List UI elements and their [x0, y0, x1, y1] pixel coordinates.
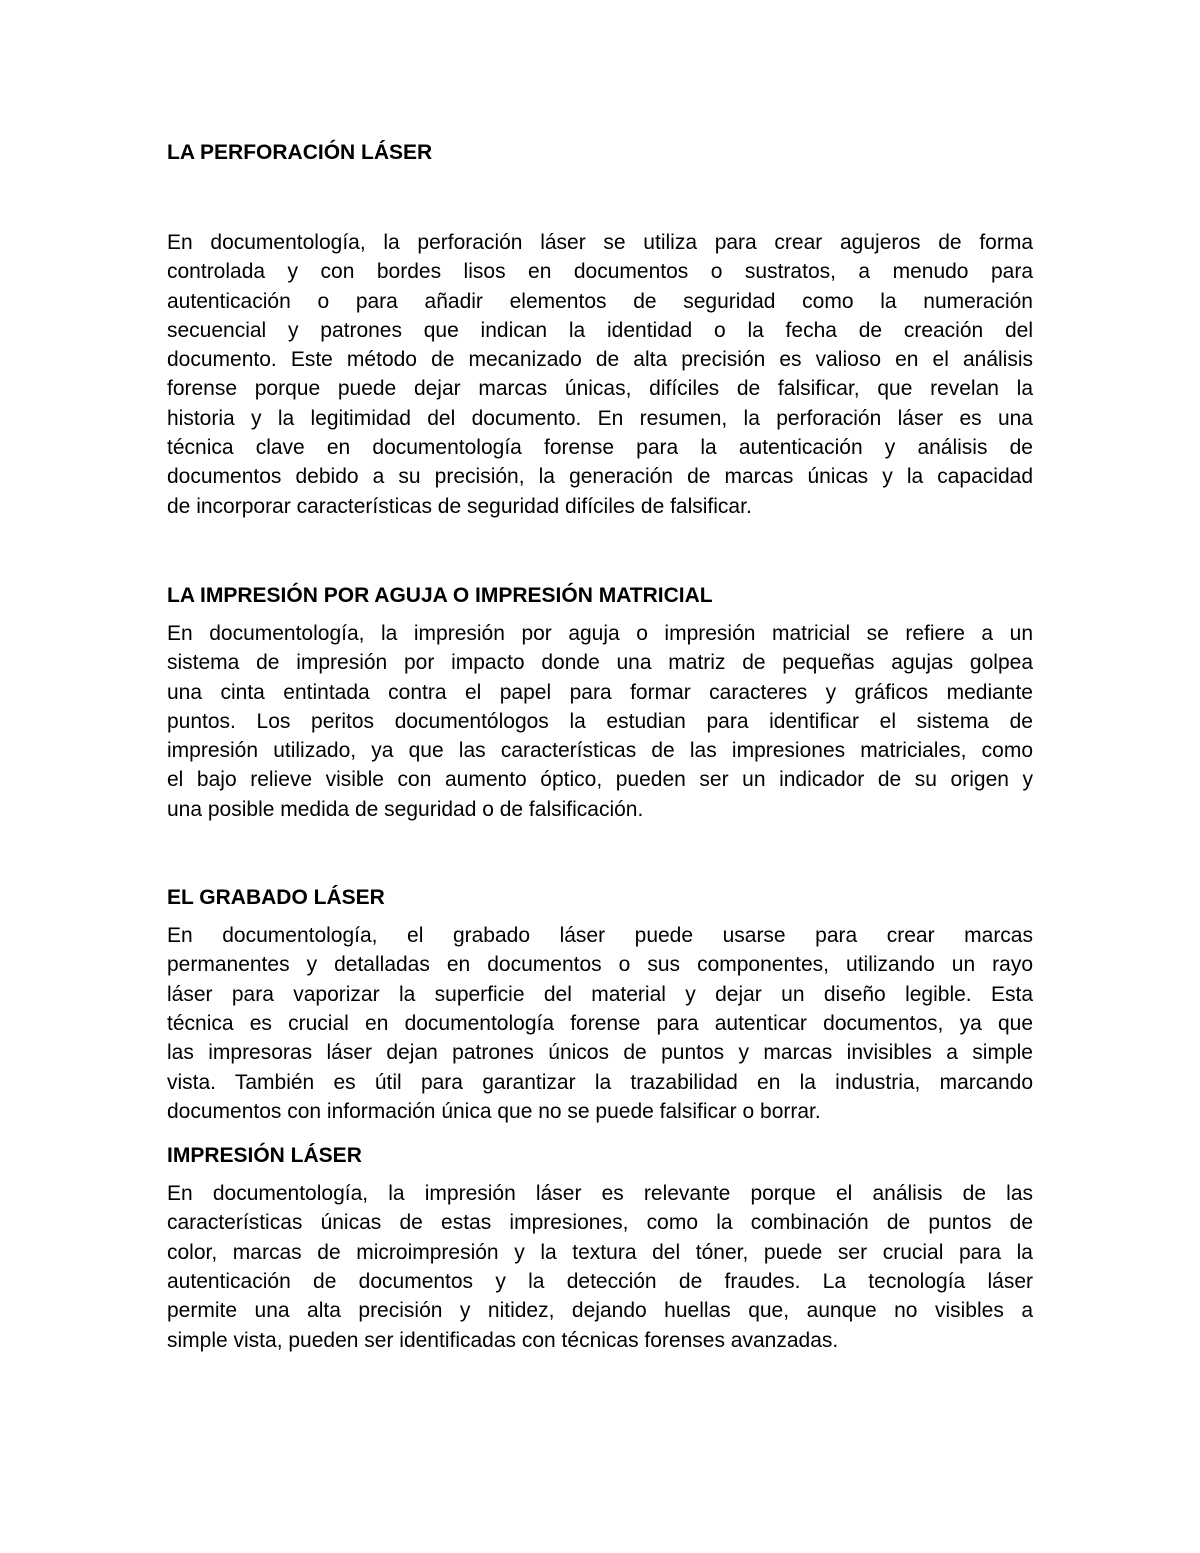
section-heading-grabado-laser: EL GRABADO LÁSER [167, 886, 385, 910]
section-paragraph-impresion-matricial [167, 619, 1033, 824]
paragraph-line: puntos. Los peritos documentólogos la estudian para identificar el sistema de [167, 709, 1033, 733]
paragraph-line: forense porque puede dejar marcas únicas, difíciles de falsificar, que revelan la [167, 377, 1033, 401]
paragraph-line: técnica clave en documentología forense para la autenticación y análisis de [167, 436, 1033, 460]
section-paragraph-grabado-laser [167, 921, 1033, 1126]
paragraph-line: En documentología, la perforación láser se utiliza para crear agujeros de forma [167, 231, 1033, 254]
paragraph-line: controlada y con bordes lisos en documentos o sustratos, a menudo para [167, 260, 1033, 284]
section-heading-perforacion-laser: LA PERFORACIÓN LÁSER [167, 141, 433, 164]
section-paragraph-impresion-laser [167, 1179, 1033, 1355]
section-heading-impresion-laser: IMPRESIÓN LÁSER [167, 1144, 362, 1168]
paragraph-line: historia y la legitimidad del documento. En resumen, la perforación láser es una [167, 406, 1033, 430]
paragraph-line: las impresoras láser dejan patrones únicos de puntos y marcas invisibles a simple [167, 1041, 1033, 1065]
paragraph-line: una posible medida de seguridad o de falsificación. [167, 797, 644, 821]
paragraph-line: vista. También es útil para garantizar la trazabilidad en la industria, marcando [167, 1070, 1033, 1094]
paragraph-line: de incorporar características de seguridad difíciles de falsificar. [167, 494, 752, 518]
paragraph-line: documento. Este método de mecanizado de alta precisión es valioso en el análisis [167, 348, 1033, 372]
paragraph-line: permanentes y detalladas en documentos o sus componentes, utilizando un rayo [167, 953, 1033, 977]
paragraph-line: autenticación o para añadir elementos de seguridad como la numeración [167, 289, 1033, 313]
paragraph-line: En documentología, la impresión por aguja o impresión matricial se refiere a un [167, 621, 1033, 645]
paragraph-line: simple vista, pueden ser identificadas con técnicas forenses avanzadas. [167, 1328, 839, 1352]
paragraph-line: En documentología, la impresión láser es relevante porque el análisis de las [167, 1182, 1033, 1206]
section-heading-impresion-matricial: LA IMPRESIÓN POR AGUJA O IMPRESIÓN MATRICIAL [167, 583, 713, 607]
paragraph-line: documentos debido a su precisión, la generación de marcas únicas y la capacidad [167, 465, 1033, 489]
document-body [167, 138, 1033, 1355]
paragraph-line: técnica es crucial en documentología forense para autenticar documentos, ya que [167, 1011, 1033, 1035]
paragraph-line: el bajo relieve visible con aumento óptico, pueden ser un indicador de su origen y [167, 768, 1033, 792]
paragraph-line: permite una alta precisión y nitidez, dejando huellas que, aunque no visibles a [167, 1299, 1033, 1323]
paragraph-line: En documentología, el grabado láser puede usarse para crear marcas [167, 924, 1033, 948]
paragraph-line: una cinta entintada contra el papel para formar caracteres y gráficos mediante [167, 680, 1033, 704]
paragraph-line: características únicas de estas impresiones, como la combinación de puntos de [167, 1211, 1033, 1235]
paragraph-line: autenticación de documentos y la detección de fraudes. La tecnología láser [167, 1270, 1033, 1294]
paragraph-line: color, marcas de microimpresión y la textura del tóner, puede ser crucial para la [167, 1240, 1033, 1264]
section-paragraph-perforacion-laser [167, 228, 1033, 521]
paragraph-line: láser para vaporizar la superficie del material y dejar un diseño legible. Esta [167, 982, 1033, 1006]
paragraph-line: sistema de impresión por impacto donde una matriz de pequeñas agujas golpea [167, 651, 1033, 675]
paragraph-line: secuencial y patrones que indican la identidad o la fecha de creación del [167, 318, 1033, 342]
paragraph-line: impresión utilizado, ya que las características de las impresiones matriciales, como [167, 739, 1033, 763]
paragraph-line: documentos con información única que no se puede falsificar o borrar. [167, 1099, 821, 1123]
